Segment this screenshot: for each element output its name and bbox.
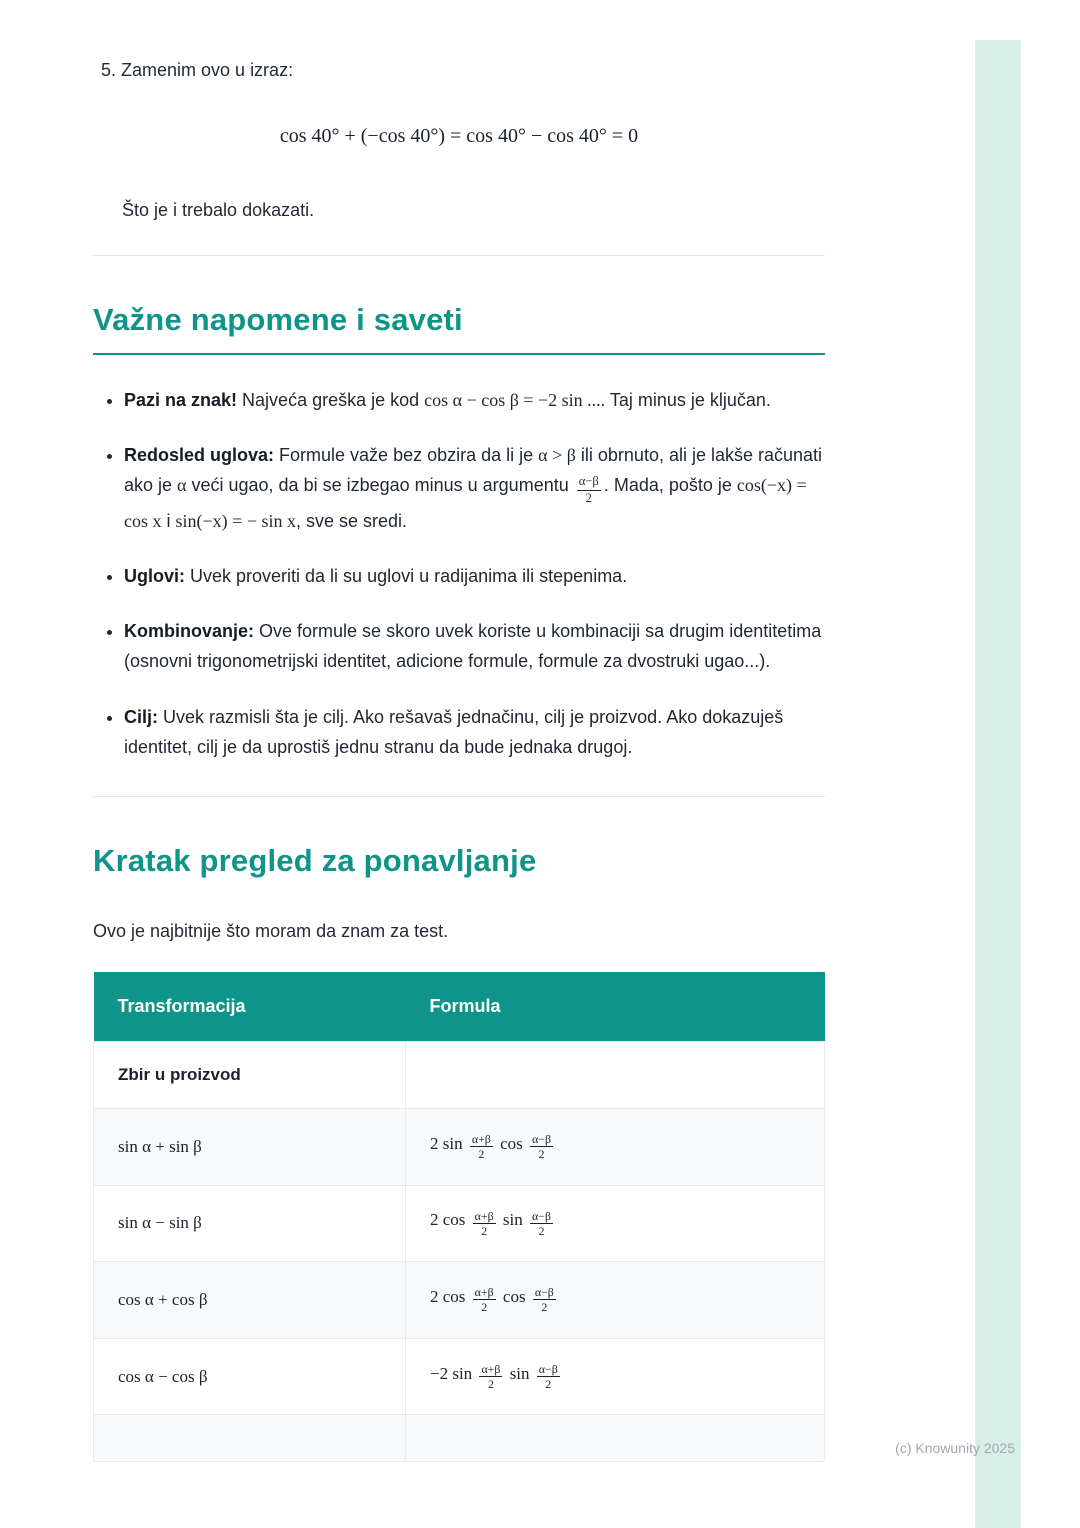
cell-formula: −2 sin $\frac{\alpha+\beta}{2}$ sin $\frac{\alpha-\beta}{2}$: [406, 1338, 825, 1415]
cell-transformation: cos α + cos β: [94, 1262, 406, 1339]
note-item-uglovi: • Uglovi: Uvek proveriti da li su uglovi u radijanima ili stepenima.: [124, 561, 825, 591]
document-content: [93, 0, 825, 1462]
cell-transformation: cos α − cos β: [94, 1338, 406, 1415]
table-header-row: [94, 972, 825, 1042]
table-row-partial: [94, 1415, 825, 1462]
cell-formula: 2 sin $\frac{\alpha+\beta}{2}$ cos $\frac{\alpha-\beta}{2}$: [406, 1109, 825, 1186]
table-row-sin-minus-sin: [94, 1185, 825, 1262]
conclusion-text: Što je i trebalo dokazati.: [122, 200, 315, 220]
cell-transformation: Zbir u proizvod: [94, 1042, 406, 1109]
table-header-transformacija: Transformacija: [94, 972, 406, 1042]
note-item-redosled-uglova: • Redosled uglova: Formule važe bez obzira da li je α > β ili obrnuto, ali je lakše računati ako je α veći ugao, da bi se izbegao minus u argumentu $\frac{\alpha-\beta}{2}$ . Mada, pošto je cos(−x) = cos x i sin(−x) = − sin x, sve se sredi.: [124, 440, 825, 536]
section-divider: [93, 255, 825, 256]
table-row-sin-plus-sin: [94, 1109, 825, 1186]
table-row-zbir-u-proizvod: [94, 1042, 825, 1109]
table-header-formula: Formula: [406, 972, 825, 1042]
notes-list: [93, 385, 825, 762]
cell-transformation: sin α + sin β: [94, 1109, 406, 1186]
cell-formula: 2 cos $\frac{\alpha+\beta}{2}$ cos $\frac{\alpha-\beta}{2}$: [406, 1262, 825, 1339]
section-title-notes: Važne napomene i saveti: [93, 302, 825, 355]
note-item-pazi-na-znak: • Pazi na znak! Najveća greška je kod cos α − cos β = −2 sin .... Taj minus je ključan.: [124, 385, 825, 415]
cell-formula: [406, 1042, 825, 1109]
copyright-text: (c) Knowunity 2025: [895, 1440, 1015, 1456]
note-item-cilj: • Cilj: Uvek razmisli šta je cilj. Ako rešavaš jednačinu, cilj je proizvod. Ako dokazuješ identitet, cilj je da uprostiš jednu stranu da bude jednaka drugoj.: [124, 702, 825, 762]
solution-step-text: 5. Zamenim ovo u izraz:: [101, 60, 294, 80]
review-intro-text: Ovo je najbitnije što moram da znam za test.: [93, 921, 449, 942]
section-divider: [93, 796, 825, 797]
cell-formula: 2 cos $\frac{\alpha+\beta}{2}$ sin $\frac{\alpha-\beta}{2}$: [406, 1185, 825, 1262]
section-title-review: Kratak pregled za ponavljanje: [93, 843, 537, 879]
review-table: [93, 972, 825, 1462]
table-row-cos-minus-cos: [94, 1338, 825, 1415]
display-formula: cos 40° + (−cos 40°) = cos 40° − cos 40° = 0: [279, 125, 639, 147]
note-item-kombinovanje: • Kombinovanje: Ove formule se skoro uvek koriste u kombinaciji sa drugim identitetima (osnovni trigonometrijski identitet, adicione formule, formule za dvostruki ugao...).: [124, 616, 825, 676]
cell-formula: [406, 1415, 825, 1462]
cell-transformation: [94, 1415, 406, 1462]
table-row-cos-plus-cos: [94, 1262, 825, 1339]
cell-transformation: sin α − sin β: [94, 1185, 406, 1262]
side-accent-bar: [975, 40, 1021, 1528]
